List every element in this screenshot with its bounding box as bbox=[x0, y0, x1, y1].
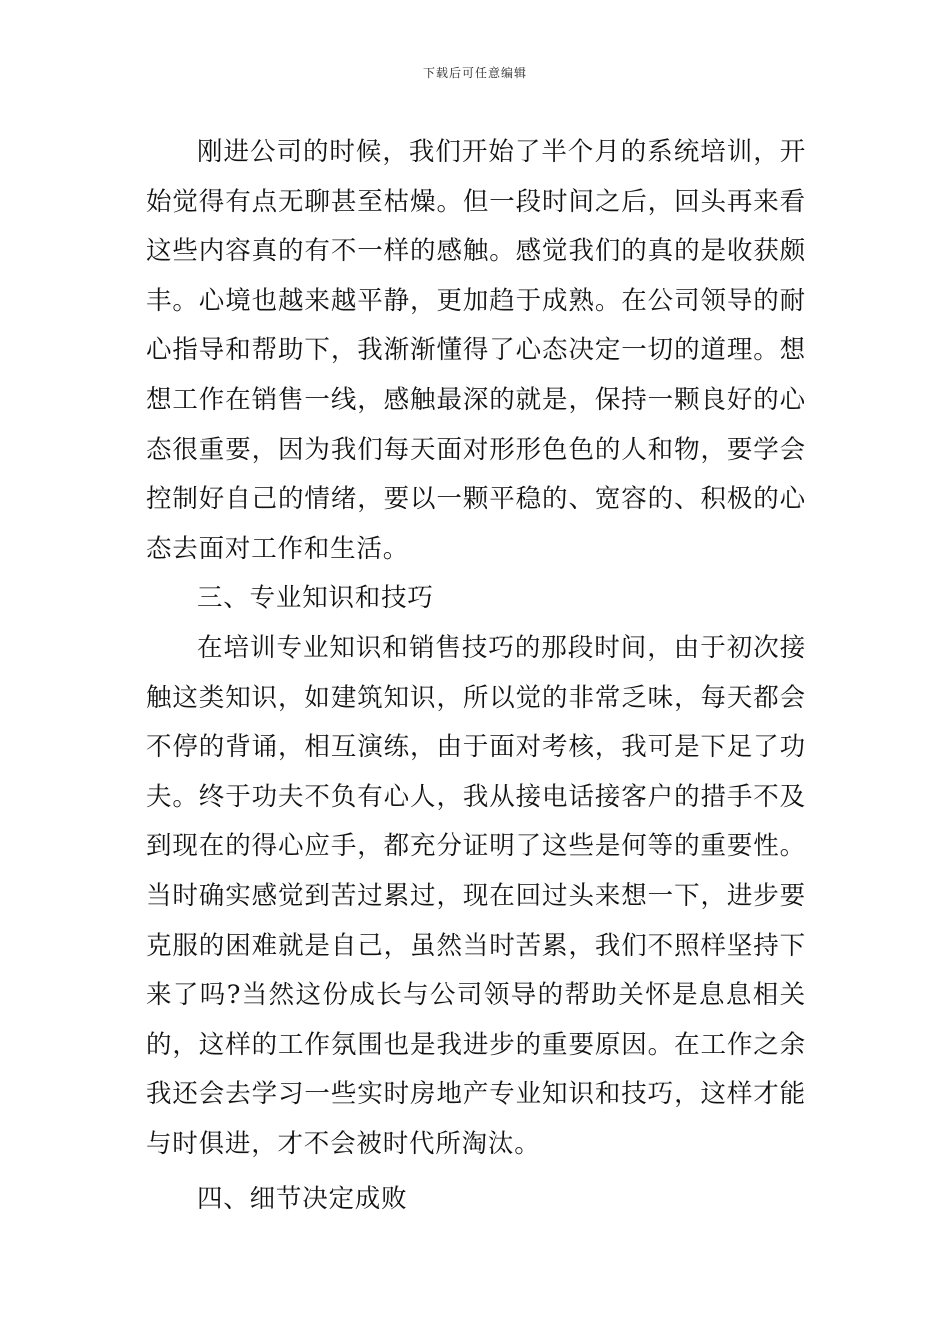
paragraph-training: 刚进公司的时候，我们开始了半个月的系统培训，开始觉得有点无聊甚至枯燥。但一段时间之后，回头再来看这些内容真的有不一样的感触。感觉我们的真的是收获颇丰。心境也越来越平静，更加趋于成熟。在公司领导的耐心指导和帮助下，我渐渐懂得了心态决定一切的道理。想想工作在销售一线，感触最深的就是，保持一颗良好的心态很重要，因为我们每天面对形形色色的人和物，要学会控制好自己的情绪，要以一颗平稳的、宽容的、积极的心态去面对工作和生活。 bbox=[146, 137, 806, 564]
paragraph-knowledge: 在培训专业知识和销售技巧的那段时间，由于初次接触这类知识，如建筑知识，所以觉的非常乏味，每天都会不停的背诵，相互演练，由于面对考核，我可是下足了功夫。终于功夫不负有心人，我从接电话接客户的措手不及到现在的得心应手，都充分证明了这些是何等的重要性。当时确实感觉到苦过累过，现在回过头来想一下，进步要克服的困难就是自己，虽然当时苦累，我们不照样坚持下来了吗?当然这份成长与公司领导的帮助关怀是息息相关的，这样的工作氛围也是我进步的重要原因。在工作之余我还会去学习一些实时房地产专业知识和技巧，这样才能与时俱进，才不会被时代所淘汰。 bbox=[146, 632, 806, 1159]
page-header: 下载后可任意编辑 bbox=[422, 66, 527, 80]
document-body bbox=[146, 128, 806, 1225]
section-heading-4: 四、细节决定成败 bbox=[197, 1184, 408, 1215]
section-heading-3: 三、专业知识和技巧 bbox=[197, 583, 434, 614]
